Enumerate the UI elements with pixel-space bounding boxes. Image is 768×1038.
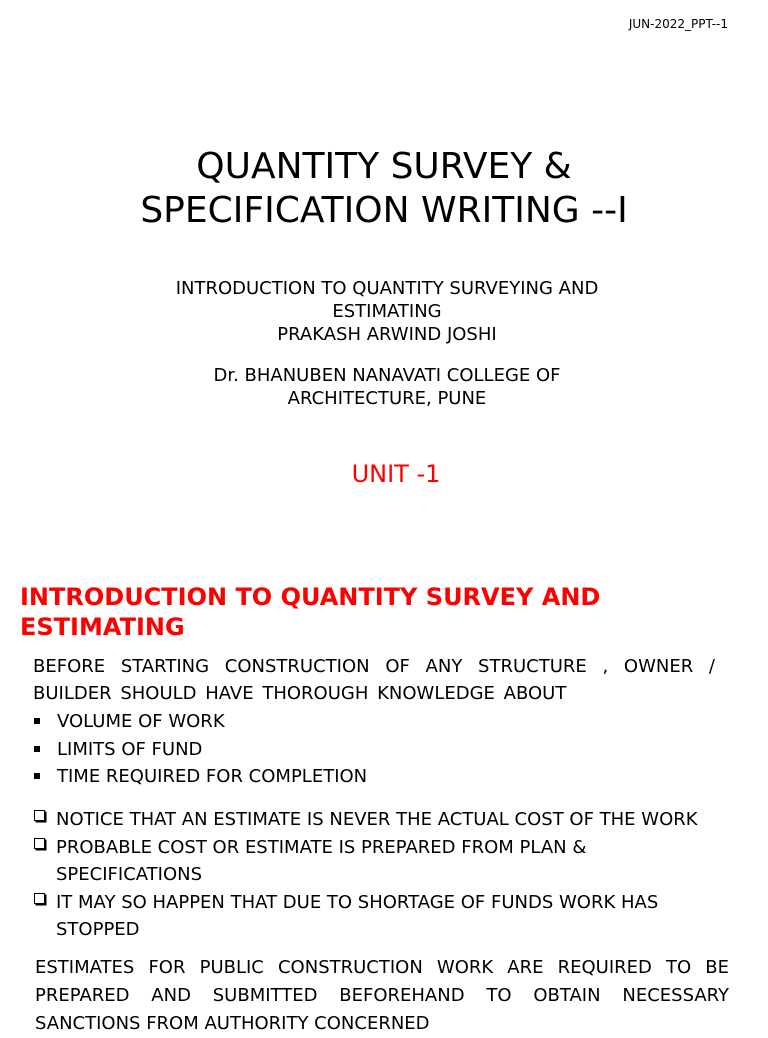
section-heading-line-1: INTRODUCTION TO QUANTITY SURVEY AND [20, 583, 601, 611]
intro-line-2: BUILDER SHOULD HAVE THOROUGH KNOWLEDGE ABOUT [33, 683, 567, 704]
point-item: PROBABLE COST OR ESTIMATE IS PREPARED FROM PLAN & SPECIFICATIONS [33, 834, 733, 889]
knowledge-bullet-list [33, 708, 367, 791]
point-item: IT MAY SO HAPPEN THAT DUE TO SHORTAGE OF FUNDS WORK HAS STOPPED [33, 889, 733, 944]
closing-line-2: PREPARED AND SUBMITTED BEFOREHAND TO OBTAIN NECESSARY [35, 985, 729, 1006]
slide-subtitle [0, 277, 768, 346]
section-heading-line-2: ESTIMATING [20, 613, 185, 641]
author-name: PRAKASH ARWIND JOSHI [277, 324, 497, 345]
slide-title [0, 145, 768, 233]
college-line-2: ARCHITECTURE, PUNE [287, 388, 487, 409]
unit-label: UNIT -1 [351, 460, 441, 488]
bullet-item: TIME REQUIRED FOR COMPLETION [33, 763, 367, 791]
college-line-1: Dr. BHANUBEN NANAVATI COLLEGE OF [213, 365, 561, 386]
bullet-item: LIMITS OF FUND [33, 736, 367, 764]
document-reference: JUN-2022_PPT--1 [628, 17, 728, 31]
slide-title-line-2: SPECIFICATION WRITING --I [140, 190, 628, 231]
subtitle-line-2: ESTIMATING [332, 301, 442, 322]
closing-paragraph [35, 954, 729, 1038]
bullet-item: VOLUME OF WORK [33, 708, 367, 736]
closing-line-3: SANCTIONS FROM AUTHORITY CONCERNED [35, 1013, 430, 1034]
slide-title-line-1: QUANTITY SURVEY & [196, 146, 572, 187]
point-item: NOTICE THAT AN ESTIMATE IS NEVER THE ACTUAL COST OF THE WORK [33, 806, 733, 834]
intro-line-1: BEFORE STARTING CONSTRUCTION OF ANY STRUCTURE , OWNER / [33, 656, 715, 677]
section-heading [20, 582, 740, 642]
estimate-points-list [33, 806, 733, 944]
college-name [0, 364, 768, 410]
closing-line-1: ESTIMATES FOR PUBLIC CONSTRUCTION WORK ARE REQUIRED TO BE [35, 957, 729, 978]
subtitle-line-1: INTRODUCTION TO QUANTITY SURVEYING AND [175, 278, 599, 299]
intro-paragraph [33, 653, 715, 707]
